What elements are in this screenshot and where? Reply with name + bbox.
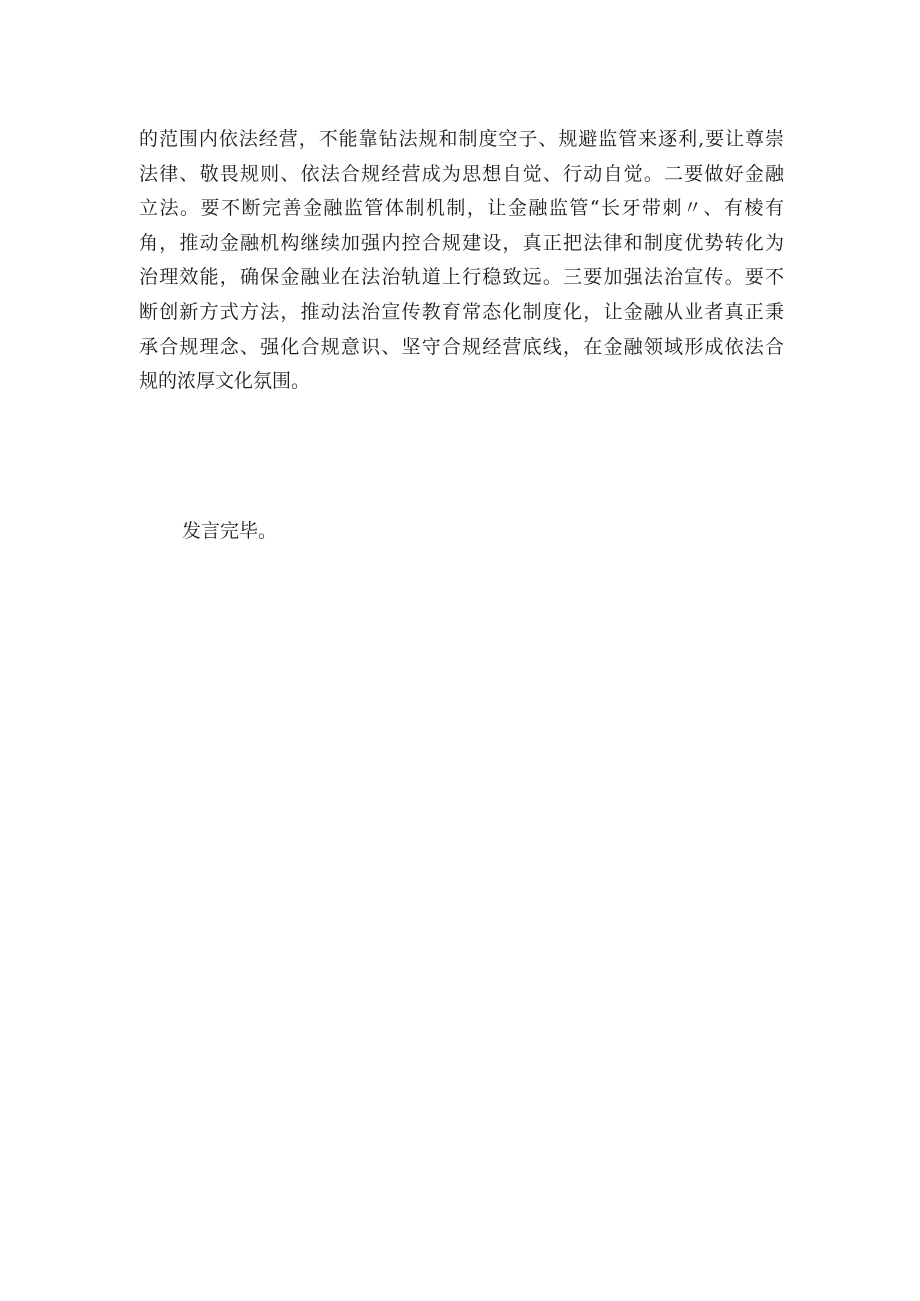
paragraph-line-2: 法律、敬畏规则、依法合规经营成为思想自觉、行动自觉。二要做好金融	[139, 162, 784, 185]
paragraph-line-6: 断创新方式方法，推动法治宣传教育常态化制度化，让金融从业者真正秉	[139, 300, 784, 323]
paragraph-line-7: 承合规理念、强化合规意识、坚守合规经营底线，在金融领域形成依法合	[139, 335, 784, 358]
body-paragraph	[139, 122, 784, 399]
paragraph-line-8: 规的浓厚文化氛围。	[139, 370, 311, 393]
closing-remark: 发言完毕。	[182, 520, 278, 542]
paragraph-line-4: 角，推动金融机构继续加强内控合规建设，真正把法律和制度优势转化为	[139, 231, 784, 254]
paragraph-line-5: 治理效能，确保金融业在法治轨道上行稳致远。三要加强法治宣传。要不	[139, 266, 784, 289]
paragraph-line-1: 的范围内依法经营，不能靠钻法规和制度空子、规避监管来逐利,要让尊崇	[139, 128, 784, 150]
paragraph-line-3: 立法。要不断完善金融监管体制机制，让金融监管“长牙带刺〃、有棱有	[139, 197, 784, 220]
